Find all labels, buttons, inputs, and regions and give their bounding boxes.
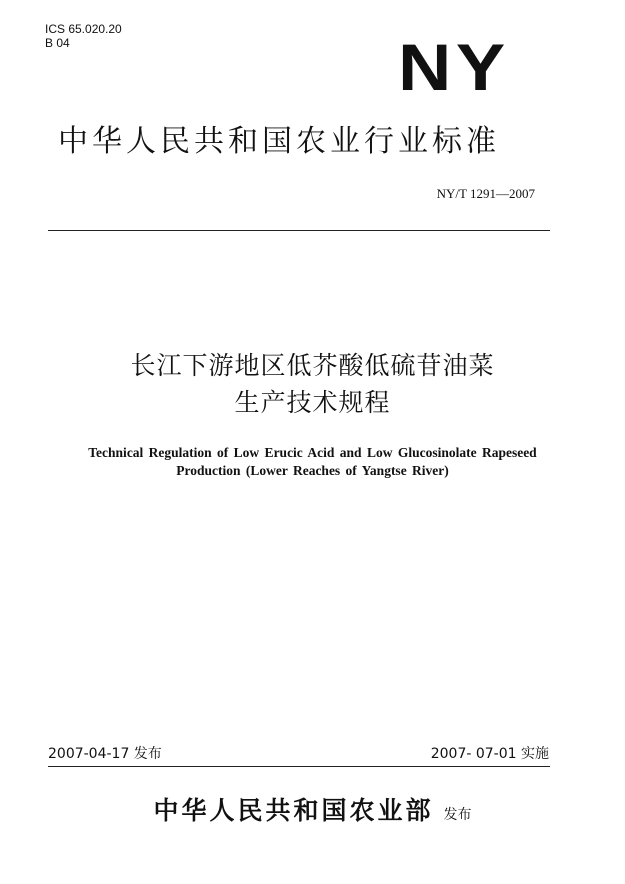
chinese-title-line-2: 生产技术规程 — [234, 388, 391, 417]
ics-code: ICS 65.020.20 — [45, 22, 122, 36]
chinese-title-line-1: 长江下游地区低芥酸低硫苷油菜 — [130, 351, 495, 380]
issue-date: 2007-04-17 发布 — [48, 746, 162, 762]
implementation-date: 2007- 07-01 实施 — [430, 746, 549, 762]
standard-number: NY/T 1291—2007 — [436, 186, 535, 201]
bottom-divider — [48, 766, 550, 767]
issue-label: 发布 — [443, 807, 472, 823]
top-divider — [48, 230, 550, 231]
issuer-row — [0, 796, 625, 830]
issuing-authority: 中华人民共和国农业部 — [153, 796, 434, 825]
english-title-line-2: Production (Lower Reaches of Yangtse River) — [176, 463, 449, 478]
classification-code: B 04 — [45, 36, 70, 50]
standard-category-title: 中华人民共和国农业行业标准 — [58, 124, 500, 159]
ny-logo: NY — [398, 30, 510, 104]
english-title-line-1: Technical Regulation of Low Erucic Acid and Low Glucosinolate Rapeseed — [88, 445, 537, 460]
